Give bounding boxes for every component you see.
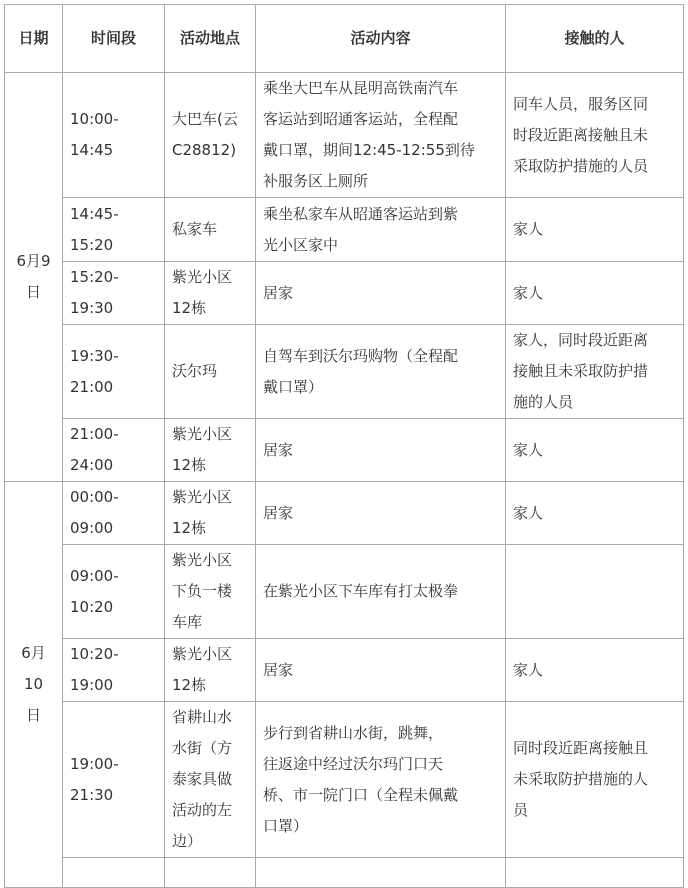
- content-cell: 居家: [256, 639, 506, 702]
- time-cell: 15:20- 19:30: [63, 262, 165, 325]
- contacts-cell: 同车人员，服务区同 时段近距离接触且未 采取防护措施的人员: [506, 73, 684, 198]
- time-cell: 10:20- 19:00: [63, 639, 165, 702]
- contacts-cell: 同时段近距离接触且 未采取防护措施的人 员: [506, 702, 684, 858]
- header-activity: 活动内容: [256, 5, 506, 73]
- header-location: 活动地点: [165, 5, 256, 73]
- time-cell: 19:30- 21:00: [63, 325, 165, 419]
- place-cell: 紫光小区 12栋: [165, 419, 256, 482]
- place-cell: 省耕山水 水街（方 泰家具做 活动的左 边）: [165, 702, 256, 858]
- header-date: 日期: [5, 5, 63, 73]
- time-cell: 09:00- 10:20: [63, 545, 165, 639]
- content-cell: 在紫光小区下车库有打太极拳: [256, 545, 506, 639]
- table-row: [5, 858, 684, 888]
- content-cell: 居家: [256, 482, 506, 545]
- table-row: [5, 325, 684, 419]
- contacts-cell: 家人: [506, 198, 684, 262]
- table-row: [5, 198, 684, 262]
- content-cell: 居家: [256, 262, 506, 325]
- content-cell: 步行到省耕山水街，跳舞， 往返途中经过沃尔玛门口天 桥、市一院门口（全程未佩戴 口罩）: [256, 702, 506, 858]
- time-cell: 21:00- 24:00: [63, 419, 165, 482]
- content-cell: [256, 858, 506, 888]
- content-cell: 乘坐大巴车从昆明高铁南汽车 客运站到昭通客运站，全程配 戴口罩，期间12:45-12:55到待 补服务区上厕所: [256, 73, 506, 198]
- contacts-cell: 家人，同时段近距离 接触且未采取防护措 施的人员: [506, 325, 684, 419]
- content-cell: 居家: [256, 419, 506, 482]
- table-row: [5, 702, 684, 858]
- header-row: [5, 5, 684, 73]
- place-cell: 紫光小区 12栋: [165, 262, 256, 325]
- date-cell: 6月9 日: [5, 73, 63, 482]
- contacts-cell: [506, 858, 684, 888]
- content-cell: 自驾车到沃尔玛购物（全程配 戴口罩）: [256, 325, 506, 419]
- place-cell: 私家车: [165, 198, 256, 262]
- place-cell: 紫光小区 下负一楼 车库: [165, 545, 256, 639]
- place-cell: [165, 858, 256, 888]
- table-row: [5, 482, 684, 545]
- content-cell: 乘坐私家车从昭通客运站到紫 光小区家中: [256, 198, 506, 262]
- date-cell: 6月10 日: [5, 482, 63, 888]
- time-cell: [63, 858, 165, 888]
- contacts-cell: 家人: [506, 639, 684, 702]
- table-row: [5, 639, 684, 702]
- header-time-period: 时间段: [63, 5, 165, 73]
- contacts-cell: 家人: [506, 482, 684, 545]
- contacts-cell: 家人: [506, 419, 684, 482]
- time-cell: 19:00- 21:30: [63, 702, 165, 858]
- time-cell: 10:00- 14:45: [63, 73, 165, 198]
- place-cell: 大巴车(云 C28812): [165, 73, 256, 198]
- table-row: [5, 73, 684, 198]
- time-cell: 00:00- 09:00: [63, 482, 165, 545]
- time-cell: 14:45- 15:20: [63, 198, 165, 262]
- place-cell: 紫光小区 12栋: [165, 639, 256, 702]
- place-cell: 紫光小区 12栋: [165, 482, 256, 545]
- contacts-cell: [506, 545, 684, 639]
- table-row: [5, 419, 684, 482]
- table-row: [5, 545, 684, 639]
- header-contacts: 接触的人: [506, 5, 684, 73]
- contacts-cell: 家人: [506, 262, 684, 325]
- table-row: [5, 262, 684, 325]
- place-cell: 沃尔玛: [165, 325, 256, 419]
- itinerary-table: [4, 4, 684, 888]
